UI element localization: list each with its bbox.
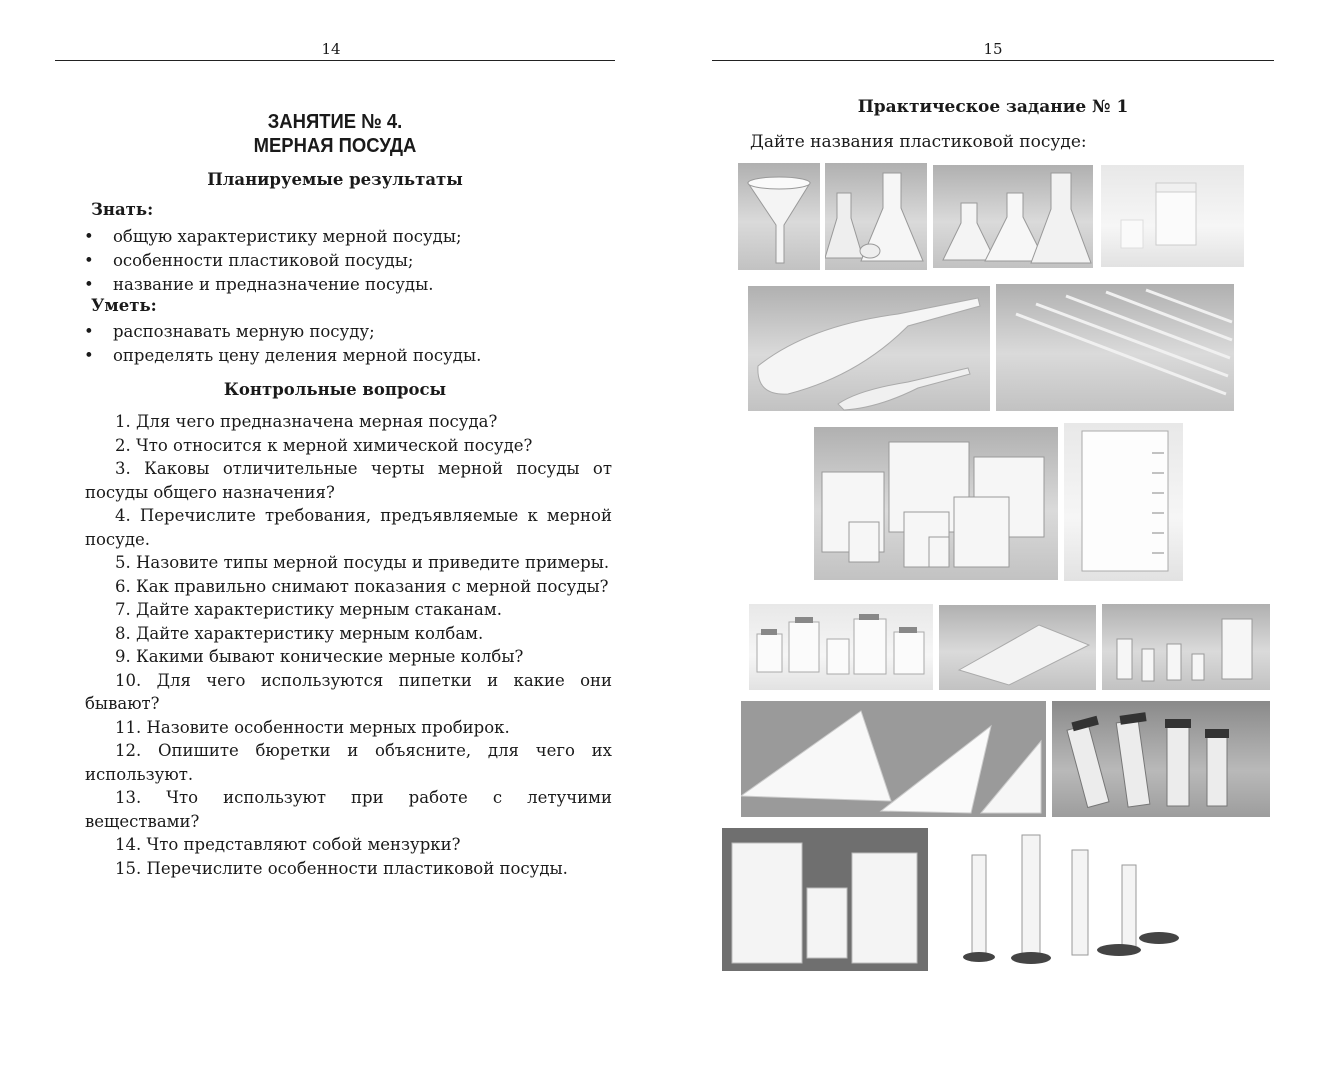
page-number: 15	[983, 40, 1003, 58]
questions-list	[85, 410, 612, 880]
list-item: • определять цену деления мерной посуды.	[84, 344, 481, 368]
tray-photo	[939, 605, 1096, 690]
question-item: 7. Дайте характеристику мерным стаканам.	[115, 600, 502, 619]
bullet-icon: •	[84, 322, 94, 341]
question-item: 4. Перечислите требования, предъявляемые к мерной посуде.	[85, 506, 612, 549]
question-item: 2. Что относится к мерной химической посуде?	[115, 435, 533, 455]
question-item: 15. Перечислите особенности пластиковой посуды.	[115, 858, 568, 878]
know-label: Знать:	[91, 200, 154, 219]
know-list	[84, 225, 462, 297]
measuring-jugs-photo	[814, 427, 1058, 580]
question-item: 5. Назовите типы мерной посуды и приведите примеры.	[115, 553, 610, 572]
tall-beaker-photo	[1064, 423, 1183, 581]
question-item: 6. Как правильно снимают показания с мерной посуды?	[115, 576, 609, 596]
jars-photo	[1101, 165, 1244, 267]
lesson-title-line1: ЗАНЯТИЕ № 4.	[267, 110, 403, 133]
funnel-photo	[738, 163, 820, 270]
lesson-title	[55, 110, 615, 158]
page-number: 14	[321, 40, 341, 58]
list-item: • распознавать мерную посуду;	[84, 320, 481, 344]
able-list	[84, 320, 481, 368]
list-item: • особенности пластиковой посуды;	[84, 249, 462, 273]
scoops-photo	[748, 286, 990, 411]
erlenmeyer-flasks-photo	[933, 165, 1093, 268]
vials-photo	[1102, 604, 1270, 690]
question-item: 13. Что используют при работе с летучими веществами?	[85, 788, 612, 831]
lesson-title-line2: МЕРНАЯ ПОСУДА	[253, 134, 417, 157]
question-item: 12. Опишите бюретки и объясните, для чего их используют.	[85, 741, 612, 784]
question-item: 11. Назовите особенности мерных пробирок.	[115, 717, 510, 737]
question-item: 1. Для чего предназначена мерная посуда?	[115, 412, 498, 431]
question-item: 8. Дайте характеристику мерным колбам.	[115, 623, 484, 643]
able-label: Уметь:	[91, 296, 157, 315]
list-item: • название и предназначение посуды.	[84, 273, 462, 297]
pipettes-photo	[996, 284, 1234, 411]
conical-flasks-photo	[825, 163, 927, 270]
question-item: 3. Каковы отличительные черты мерной посуды от посуды общего назначения?	[85, 459, 612, 502]
bottles-photo	[749, 604, 933, 690]
graduated-cylinders-photo	[944, 830, 1194, 972]
bullet-icon: •	[84, 275, 94, 294]
filter-paper-photo	[741, 701, 1046, 817]
header-rule	[712, 60, 1274, 61]
bullet-icon: •	[84, 227, 94, 246]
questions-heading: Контрольные вопросы	[223, 380, 447, 399]
question-item: 10. Для чего используются пипетки и какие они бывают?	[85, 670, 612, 713]
bullet-icon: •	[84, 346, 94, 365]
bullet-icon: •	[84, 251, 94, 270]
task-title: Практическое задание № 1	[857, 97, 1129, 117]
results-heading: Планируемые результаты	[207, 170, 463, 189]
beakers-photo	[722, 828, 928, 971]
list-item: • общую характеристику мерной посуды;	[84, 225, 462, 249]
question-item: 9. Какими бывают конические мерные колбы?	[115, 647, 524, 666]
task-prompt: Дайте названия пластиковой посуде:	[750, 132, 1087, 152]
header-rule	[55, 60, 615, 61]
centrifuge-tubes-photo	[1052, 701, 1270, 817]
question-item: 14. Что представляют собой мензурки?	[115, 835, 461, 854]
